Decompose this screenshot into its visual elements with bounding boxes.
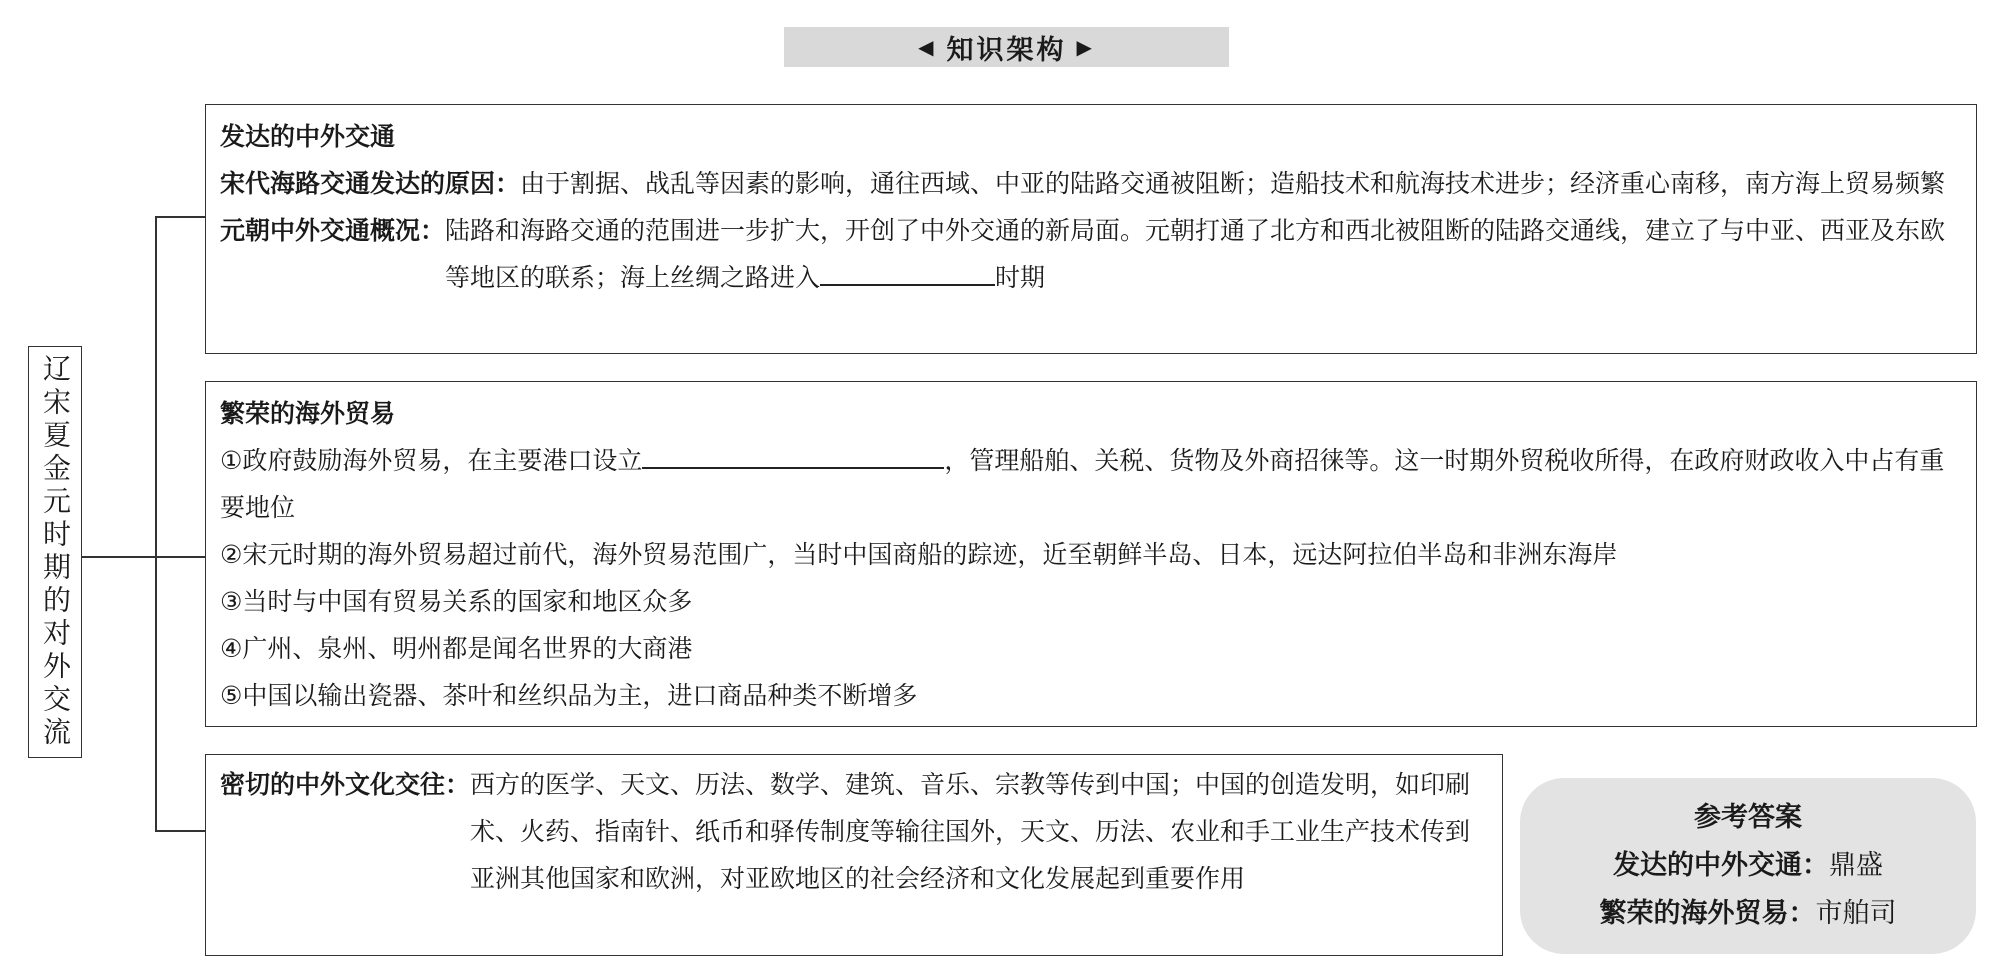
trade-item-4: ④广州、泉州、明州都是闻名世界的大商港 [220, 634, 693, 663]
trade-heading: 繁荣的海外贸易 [220, 399, 396, 428]
answer-1-value: 鼎盛 [1829, 850, 1883, 881]
fill-blank-1[interactable] [820, 254, 995, 286]
yuan-overview-text-a: 陆路和海路交通的范围进一步扩大，开创了中外交通的新局面。元朝打通了北方和西北被阻断的陆路交通线，建立了与中亚、西亚及东欧等地区的联系；海上丝绸之路进入 [445, 216, 1946, 292]
reference-answer-box [1520, 778, 1976, 954]
bracket-arm-2 [155, 556, 205, 558]
answer-1-key: 发达的中外交通： [1613, 850, 1829, 881]
song-reason-text: 由于割据、战乱等因素的影响，通往西域、中亚的陆路交通被阻断；造船技术和航海技术进步；经济重心南移，南方海上贸易频繁 [520, 169, 1946, 198]
triangle-left-icon: ◀ [918, 35, 937, 59]
trade-item-3: ③当时与中国有贸易关系的国家和地区众多 [220, 587, 693, 616]
triangle-right-icon: ▶ [1076, 35, 1095, 59]
bracket-arm-1 [155, 216, 205, 218]
trade-item-1 [220, 437, 1966, 531]
song-reason-label: 宋代海路交通发达的原因： [220, 169, 521, 198]
root-topic-label: 辽宋夏金元时期的对外交流 [39, 354, 72, 750]
bracket-arm-3 [155, 830, 205, 832]
trade-item-1-b: ，管理船舶、关税、货物及外商招徕等。这一时期外贸税收所得，在政府财政收入中占有重要地位 [220, 446, 1945, 522]
answer-line-2 [1600, 890, 1897, 938]
answer-line-1 [1613, 842, 1883, 890]
transport-heading: 发达的中外交通 [220, 122, 396, 151]
trade-item-1-a: ①政府鼓励海外贸易，在主要港口设立 [220, 446, 643, 475]
trade-item-2: ②宋元时期的海外贸易超过前代，海外贸易范围广，当时中国商船的踪迹，近至朝鲜半岛、日本，远达阿拉伯半岛和非洲东海岸 [220, 540, 1618, 569]
box-transport [205, 104, 1977, 354]
yuan-overview-text [445, 207, 1966, 301]
culture-text: 西方的医学、天文、历法、数学、建筑、音乐、宗教等传到中国；中国的创造发明，如印刷术、火药、指南针、纸币和驿传制度等输往国外，天文、历法、农业和手工业生产技术传到亚洲其他国家和欧洲，对亚欧地区的社会经济和文化发展起到重要作用 [470, 770, 1471, 893]
answer-title: 参考答案 [1694, 802, 1802, 833]
transport-row-song [220, 160, 1966, 207]
trade-item-5: ⑤中国以输出瓷器、茶叶和丝织品为主，进口商品种类不断增多 [220, 681, 918, 710]
banner-title: 知识架构 [946, 34, 1067, 66]
yuan-overview-text-b: 时期 [995, 263, 1046, 292]
transport-row-yuan [220, 207, 1966, 301]
root-topic-box [28, 346, 82, 758]
fill-blank-2[interactable] [642, 437, 944, 469]
yuan-overview-label: 元朝中外交通概况： [220, 216, 446, 245]
box-trade [205, 381, 1977, 727]
bracket-vertical [155, 216, 157, 832]
section-banner [784, 27, 1229, 67]
culture-row [220, 761, 1492, 902]
box-culture [205, 754, 1503, 956]
root-connector [82, 556, 156, 558]
answer-2-key: 繁荣的海外贸易： [1599, 898, 1816, 929]
culture-label: 密切的中外文化交往： [220, 770, 471, 799]
answer-2-value: 市舶司 [1815, 898, 1897, 929]
